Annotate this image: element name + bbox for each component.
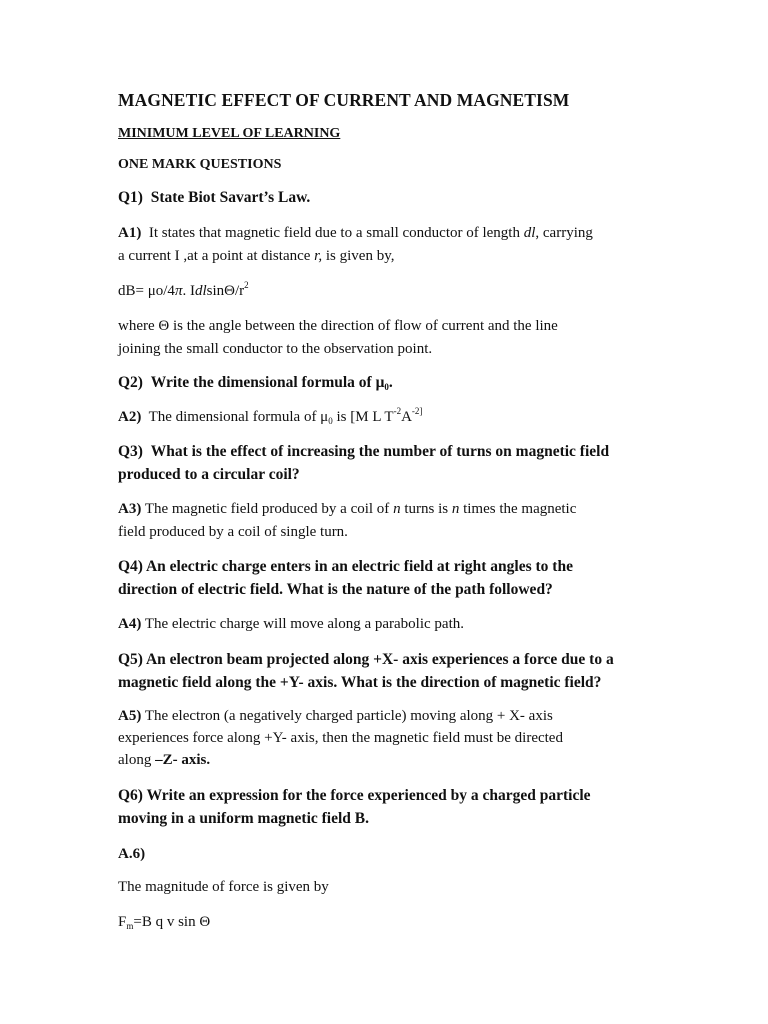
answer-1-text: It states that magnetic field due to a small conductor of length	[148, 225, 524, 241]
formula-dl: dl	[194, 283, 207, 299]
answer-1-where-1: where Θ is the angle between the direction of flow of current and the line	[118, 318, 558, 334]
question-4-line-1: Q4) An electric charge enters in an electric field at right angles to the	[118, 558, 573, 575]
answer-3-label: A3)	[118, 501, 142, 517]
page-title: MAGNETIC EFFECT OF CURRENT AND MAGNETISM	[118, 90, 570, 110]
question-2-end: .	[388, 374, 393, 391]
formula-pi: π	[174, 283, 183, 299]
answer-4-label: A4)	[118, 616, 142, 632]
question-5-line-2: magnetic field along the +Y- axis. What is the direction of magnetic field?	[118, 674, 602, 691]
answer-2	[118, 408, 422, 426]
question-1-label: Q1)	[118, 189, 143, 206]
answer-1-text-end: , carrying	[535, 225, 593, 241]
question-4-line-2: direction of electric field. What is the nature of the path followed?	[118, 581, 553, 598]
force-formula	[118, 913, 210, 931]
answer-2-label: A2)	[118, 409, 142, 425]
question-2	[118, 374, 393, 392]
answer-2-exp-2: -2]	[411, 406, 423, 416]
answer-1-r: r,	[314, 248, 323, 264]
answer-1-line-2-text: a current I ,at a point at distance	[118, 248, 315, 264]
answer-5-text: The electron (a negatively charged particle) moving along + X- axis	[144, 708, 553, 724]
answer-6-label: A.6)	[118, 846, 146, 862]
force-symbol: F	[118, 914, 127, 930]
answer-2-exp-1: -2	[393, 406, 402, 416]
answer-3-line-2: field produced by a coil of single turn.	[118, 524, 348, 540]
answer-1-where-2: joining the small conductor to the observation point.	[118, 341, 433, 357]
question-3-line-2: produced to a circular coil?	[118, 466, 300, 483]
answer-3-text: turns is	[400, 501, 452, 517]
answer-3-n: n	[393, 501, 401, 517]
question-6-line-1: Q6) Write an expression for the force experienced by a charged particle	[118, 787, 591, 804]
answer-1-label: A1)	[118, 225, 142, 241]
answer-6-text: The magnitude of force is given by	[118, 879, 329, 895]
answer-1-dl: dl	[523, 225, 536, 241]
section-heading: ONE MARK QUESTIONS	[118, 157, 282, 172]
answer-1-line-2-end: is given by,	[322, 248, 395, 264]
answer-4	[118, 615, 464, 633]
answer-5-line-1	[118, 707, 553, 725]
question-3-label: Q3)	[118, 443, 143, 460]
question-2-label: Q2)	[118, 374, 143, 391]
answer-5-line-2: experiences force along +Y- axis, then the magnetic field must be directed	[118, 730, 563, 746]
question-2-text: Write the dimensional formula of μ	[150, 374, 385, 391]
question-1	[118, 189, 310, 207]
formula-part: . I	[182, 283, 195, 299]
answer-3-text: times the magnetic	[459, 501, 577, 517]
answer-1-line-1	[118, 224, 593, 242]
question-2-subscript: 0	[384, 382, 389, 392]
subtitle: MINIMUM LEVEL OF LEARNING	[118, 126, 341, 141]
question-5-line-1: Q5) An electron beam projected along +X- axis experiences a force due to a	[118, 651, 614, 668]
answer-2-ampere: A	[401, 409, 412, 425]
answer-1-line-2	[118, 247, 394, 265]
answer-5-direction: –Z- axis.	[155, 752, 211, 768]
answer-2-subscript: 0	[328, 416, 333, 426]
force-subscript: m	[126, 921, 134, 931]
question-3-line-1	[118, 443, 609, 461]
answer-5-label: A5)	[118, 708, 142, 724]
question-1-text: State Biot Savart’s Law.	[150, 189, 311, 206]
formula-part: sinΘ/r	[206, 283, 245, 299]
question-3-text: What is the effect of increasing the number of turns on magnetic field	[150, 443, 610, 460]
answer-5-line-3	[118, 751, 210, 769]
answer-3-line-1	[118, 500, 576, 518]
answer-2-formula: is [M L T	[332, 409, 394, 425]
answer-3-n: n	[451, 501, 460, 517]
answer-3-text: The magnetic field produced by a coil of	[144, 501, 394, 517]
answer-4-text: The electric charge will move along a parabolic path.	[144, 616, 464, 632]
answer-5-text: along	[118, 752, 156, 768]
force-expression: =B q v sin Θ	[133, 914, 211, 930]
question-6-line-2: moving in a uniform magnetic field B.	[118, 810, 370, 827]
formula-exponent: 2	[244, 280, 249, 290]
biot-savart-formula	[118, 282, 249, 300]
formula-part: dB= μo/4	[118, 283, 175, 299]
answer-2-text: The dimensional formula of μ	[148, 409, 329, 425]
